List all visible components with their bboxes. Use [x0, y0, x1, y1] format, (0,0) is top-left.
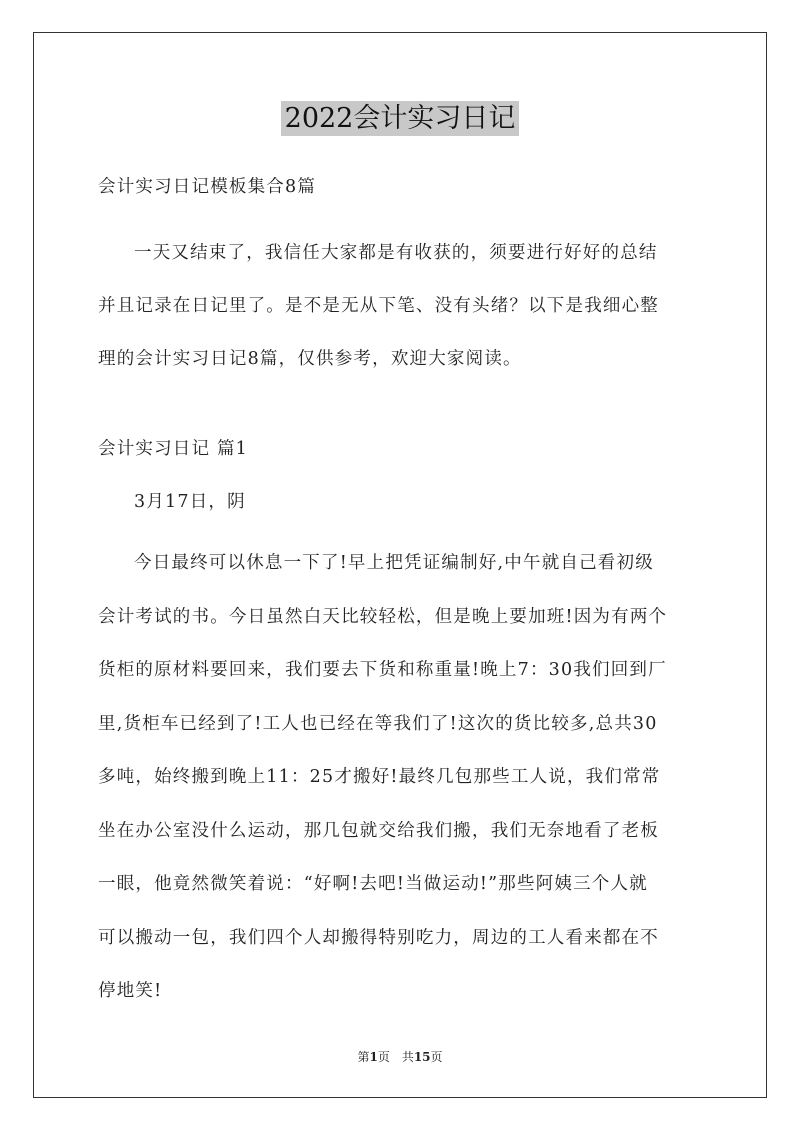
- footer-page-suffix: 页: [430, 1050, 443, 1064]
- document-title: 2022会计实习日记: [281, 101, 520, 136]
- footer-page-prefix: 第: [357, 1050, 370, 1064]
- section-heading: 会计实习日记 篇1: [98, 439, 248, 459]
- body-line: 货柜的原材料要回来，我们要去下货和称重量!晚上7：30我们回到厂: [98, 660, 667, 680]
- intro-paragraph: [98, 227, 710, 386]
- subtitle: 会计实习日记模板集合8篇: [98, 177, 317, 197]
- footer-page-number: 1: [369, 1050, 378, 1064]
- body-line: 停地笑!: [98, 981, 163, 1001]
- date-line: 3月17日，阴: [134, 492, 246, 512]
- body-line: 里,货柜车已经到了!工人也已经在等我们了!这次的货比较多,总共30: [98, 713, 658, 734]
- intro-line: 并且记录在日记里了。是不是无从下笔、没有头绪？以下是我细心整: [98, 296, 659, 316]
- body-paragraph: [98, 537, 710, 1019]
- intro-line: 理的会计实习日记8篇，仅供参考，欢迎大家阅读。: [98, 349, 522, 369]
- body-line: 一眼，他竟然微笑着说：“好啊!去吧!当做运动!”那些阿姨三个人就: [98, 874, 648, 894]
- body-line: 多吨，始终搬到晚上11：25才搬好!最终几包那些工人说，我们常常: [98, 767, 661, 787]
- footer-page-mid: 页 共: [377, 1050, 414, 1064]
- footer-total-pages: 15: [413, 1050, 431, 1064]
- intro-line: 一天又结束了，我信任大家都是有收获的，须要进行好好的总结: [134, 243, 658, 263]
- body-line: 今日最终可以休息一下了!早上把凭证编制好,中午就自己看初级: [134, 553, 654, 573]
- body-line: 可以搬动一包，我们四个人却搬得特别吃力，周边的工人看来都在不: [98, 927, 659, 948]
- body-line: 坐在办公室没什么运动，那几包就交给我们搬，我们无奈地看了老板: [98, 820, 659, 841]
- document-title-wrap: [0, 96, 800, 135]
- page-footer: [0, 1048, 800, 1065]
- body-line: 会计考试的书。今日虽然白天比较轻松，但是晚上要加班!因为有两个: [98, 606, 668, 627]
